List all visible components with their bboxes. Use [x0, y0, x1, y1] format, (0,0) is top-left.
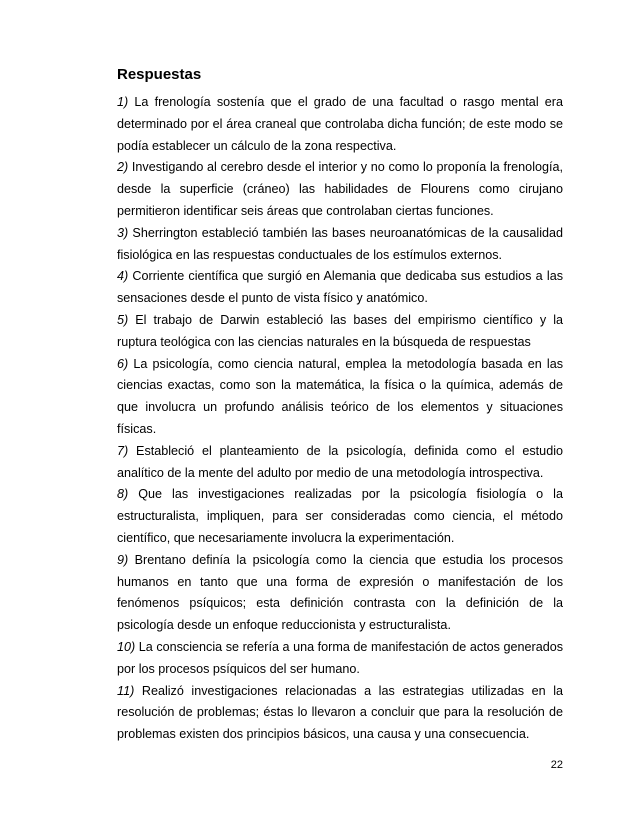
- answer-text: La consciencia se refería a una forma de manifestación de actos generados por los procesos psíquicos del ser humano.: [117, 639, 563, 676]
- answer-7: [117, 441, 563, 485]
- answer-text: Investigando al cerebro desde el interior y no como lo proponía la frenología, desde la superficie (cráneo) las habilidades de Flourens como cirujano permitieron identificar seis áreas que controlaban ciertas funciones.: [117, 160, 563, 218]
- answer-5: [117, 310, 563, 354]
- answer-number: 9): [117, 552, 129, 567]
- answer-text: La psicología, como ciencia natural, emplea la metodología basada en las ciencias exactas, como son la matemática, la física o la química, además de que involucra un profundo análisis teórico de los elementos y situaciones físicas.: [117, 356, 564, 436]
- answer-8: [117, 484, 563, 549]
- answer-number: 11): [117, 683, 135, 698]
- answer-number: 6): [117, 356, 129, 371]
- answer-number: 3): [117, 225, 129, 240]
- answer-text: Realizó investigaciones relacionadas a las estrategias utilizadas en la resolución de problemas; éstas lo llevaron a concluir que para la resolución de problemas existen dos principios básicos, una causa y una consecuencia.: [117, 683, 564, 742]
- answer-4: [117, 266, 563, 310]
- answer-number: 4): [117, 269, 129, 284]
- answer-number: 5): [117, 312, 129, 327]
- answer-text: La frenología sostenía que el grado de una facultad o rasgo mental era determinado por el área craneal que controlaba dicha función; de este modo se podía establecer un cálculo de la zona respectiva.: [117, 95, 564, 153]
- answer-number: 2): [117, 160, 129, 175]
- answer-3: [117, 223, 563, 267]
- answer-9: [117, 550, 563, 637]
- answer-text: Sherrington estableció también las bases neuroanatómicas de la causalidad fisiológica en las respuestas conductuales de los estímulos externos.: [117, 225, 564, 262]
- answer-2: [117, 157, 563, 222]
- answer-number: 8): [117, 487, 129, 502]
- answer-text: El trabajo de Darwin estableció las bases del empirismo científico y la ruptura teológica con las ciencias naturales en la búsqueda de respuestas: [117, 312, 563, 349]
- answer-text: Brentano definía la psicología como la ciencia que estudia los procesos humanos en tanto que una forma de expresión o manifestación de los fenómenos psíquicos; esta definición contrasta con la definición de la psicología desde un enfoque reduccionista y estructuralista.: [117, 552, 564, 633]
- answer-text: Estableció el planteamiento de la psicología, definida como el estudio analítico de la mente del adulto por medio de una metodología introspectiva.: [117, 443, 563, 480]
- answer-number: 10): [117, 639, 136, 654]
- answer-text: Que las investigaciones realizadas por la psicología fisiología o la estructuralista, impliquen, para ser consideradas como ciencia, el método científico, que necesariamente involucra la experimentación.: [117, 487, 563, 545]
- answer-10: [117, 637, 563, 681]
- answer-11: [117, 681, 563, 746]
- answer-number: 1): [117, 95, 129, 109]
- answer-6: [117, 354, 563, 441]
- page-number: 22: [550, 759, 563, 771]
- answer-number: 7): [117, 443, 129, 458]
- page-content: [117, 64, 563, 746]
- answer-1: [117, 92, 563, 157]
- answer-text: Corriente científica que surgió en Alemania que dedicaba sus estudios a las sensaciones desde el punto de vista físico y anatómico.: [117, 269, 563, 306]
- answers-list: [117, 92, 563, 746]
- section-heading: Respuestas: [117, 66, 202, 83]
